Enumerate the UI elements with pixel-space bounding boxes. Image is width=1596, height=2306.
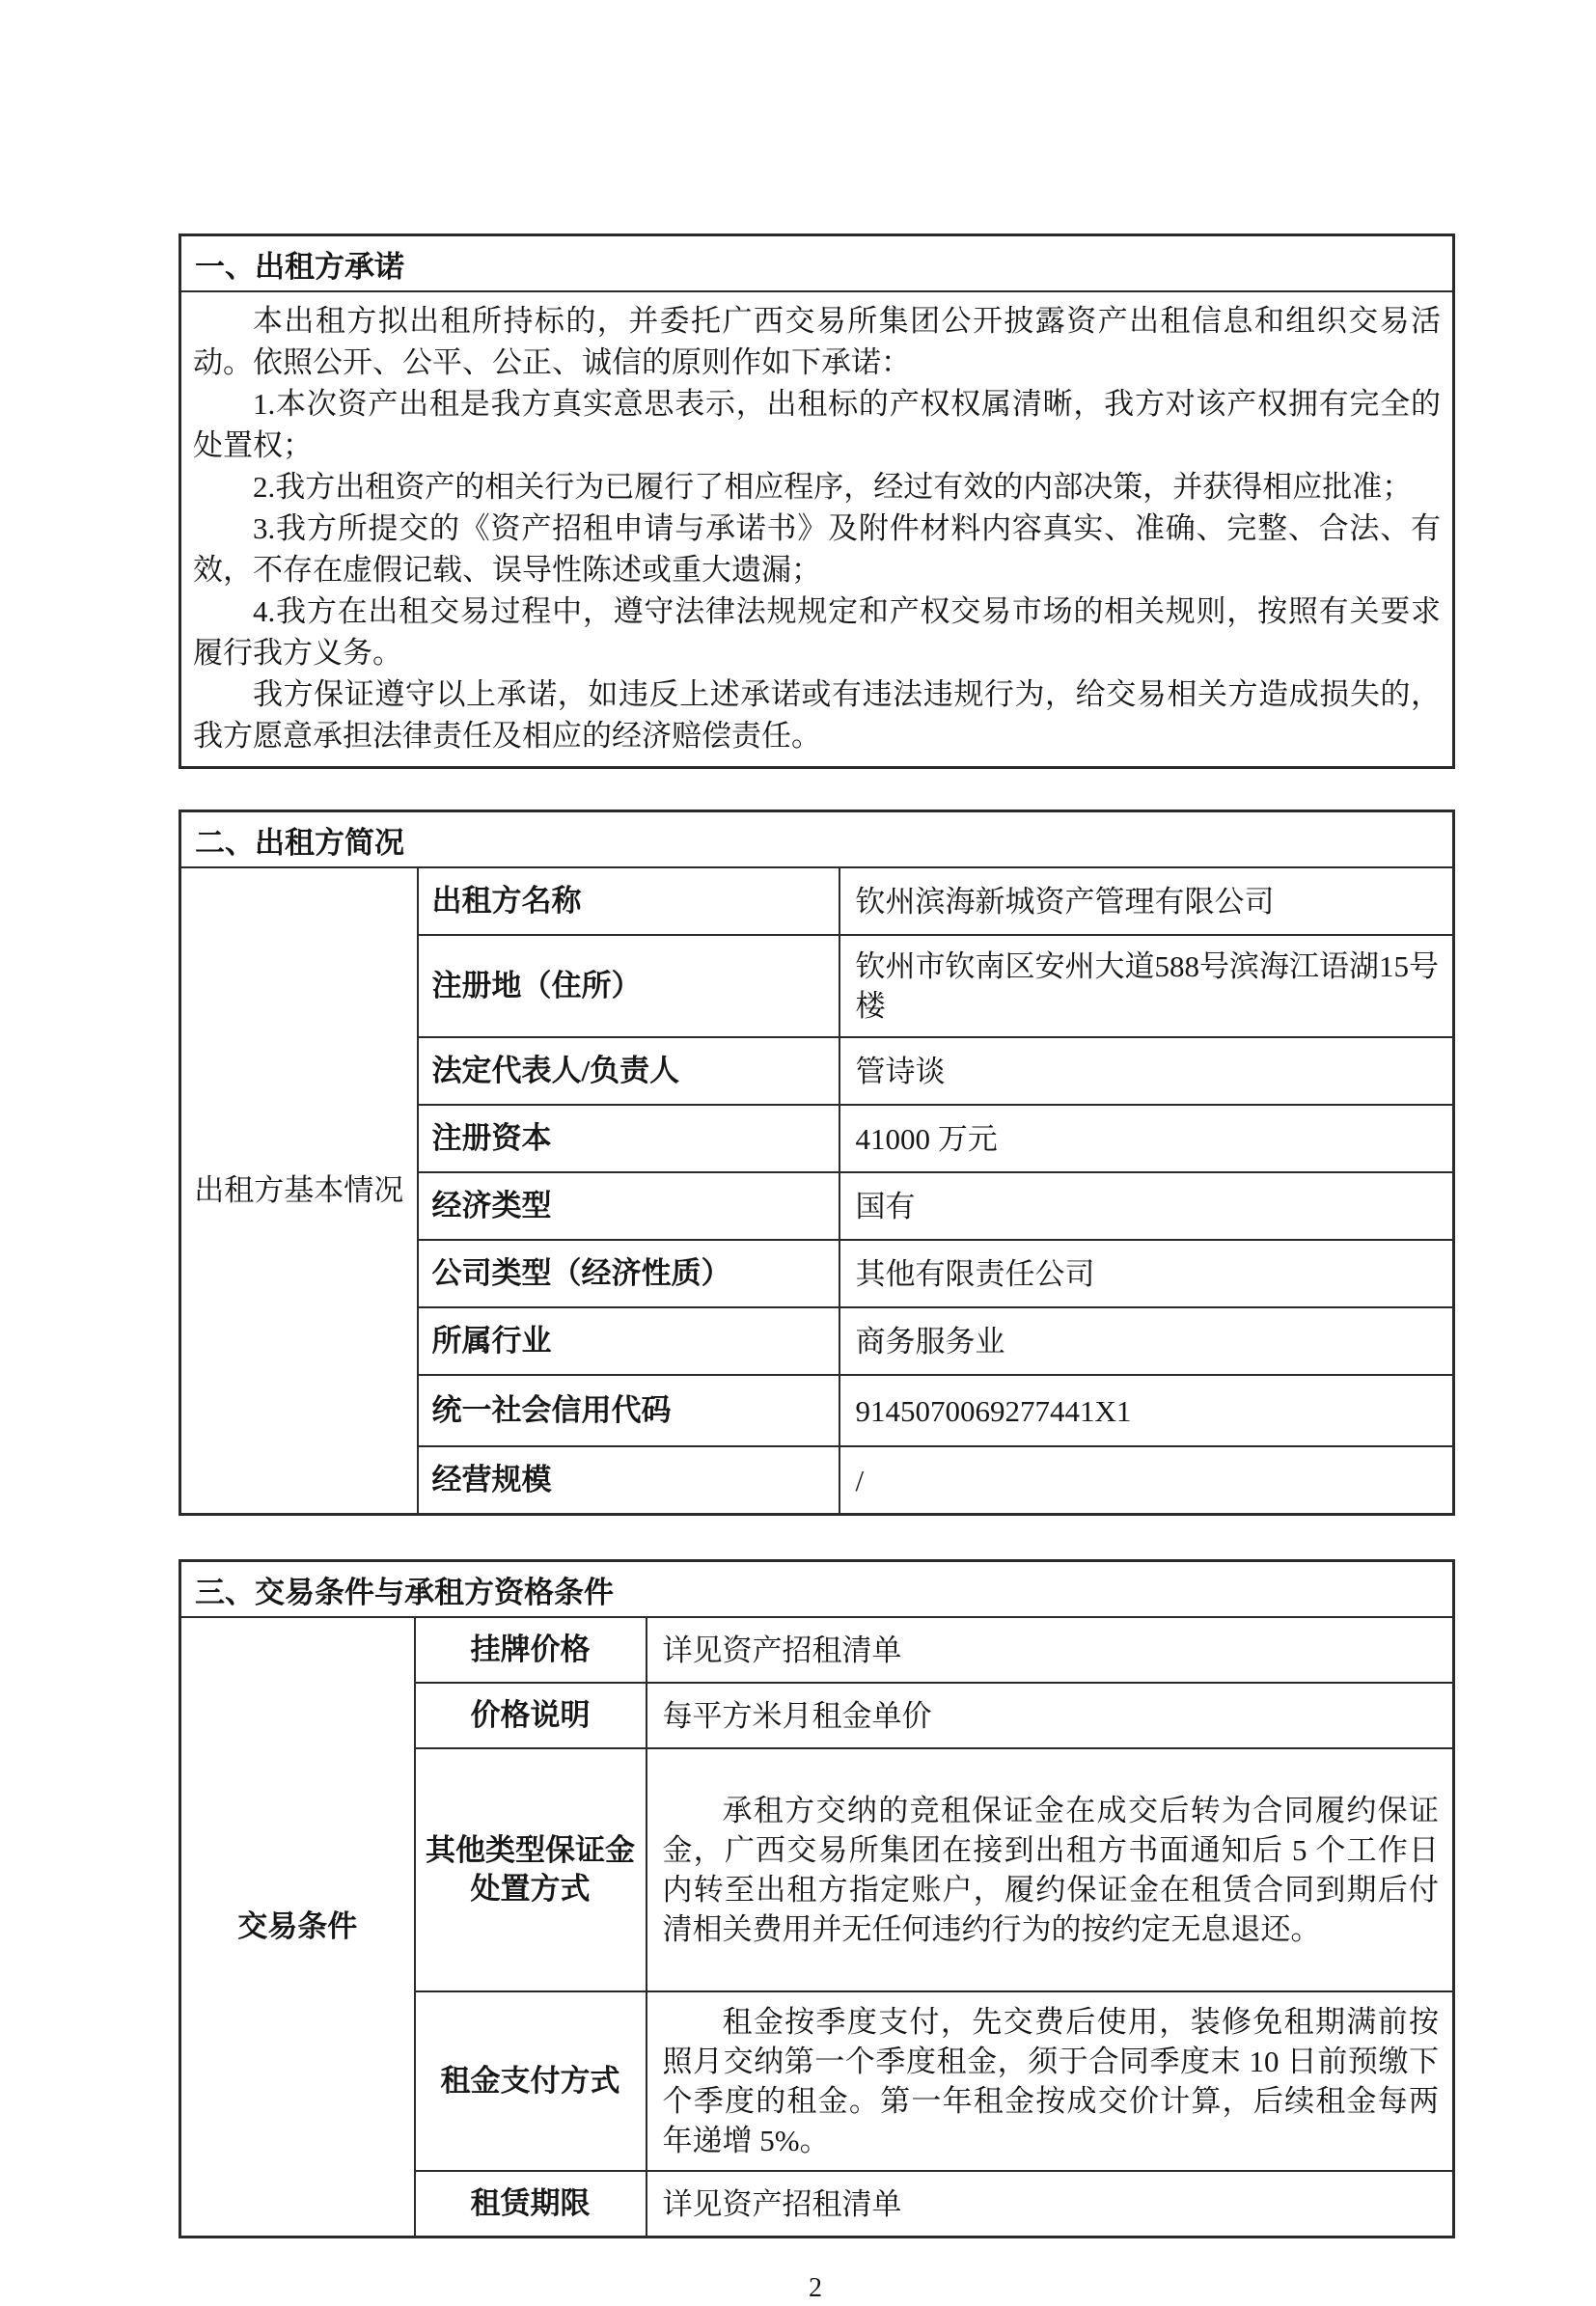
row-value: 详见资产招租清单: [647, 2171, 1454, 2237]
row-label: 法定代表人/负责人: [418, 1037, 839, 1105]
section-gap: [179, 769, 1452, 810]
row-label: 其他类型保证金处置方式: [415, 1748, 647, 1991]
row-value: 国有: [839, 1172, 1454, 1240]
section-title-row: [180, 811, 1454, 868]
transaction-conditions-group-cell: 交易条件: [180, 1617, 415, 2237]
row-value: 商务服务业: [839, 1307, 1454, 1375]
row-label: 价格说明: [415, 1683, 647, 1748]
commitment-paragraph: 我方保证遵守以上承诺，如违反上述承诺或有违法违规行为，给交易相关方造成损失的，我方愿意承担法律责任及相应的经济赔偿责任。: [193, 677, 1441, 753]
row-value: 承租方交纳的竞租保证金在成交后转为合同履约保证金，广西交易所集团在接到出租方书面通知后 5 个工作日内转至出租方指定账户，履约保证金在租赁合同到期后付清相关费用并无任何违约行为的按约定无息退还。: [647, 1748, 1454, 1991]
row-label: 所属行业: [418, 1307, 839, 1375]
row-value: 41000 万元: [839, 1105, 1454, 1172]
commitment-paragraph: 1.本次资产出租是我方真实意思表示，出租标的产权权属清晰，我方对该产权拥有完全的处置权；: [193, 387, 1441, 462]
row-label: 经济类型: [418, 1172, 839, 1240]
row-label: 租赁期限: [415, 2171, 647, 2237]
table-row: [180, 1617, 1454, 1683]
row-label: 统一社会信用代码: [418, 1375, 839, 1446]
table-row: [180, 867, 1454, 935]
lessor-basic-info-group-cell: 出租方基本情况: [180, 867, 418, 1515]
row-value: 每平方米月租金单价: [647, 1683, 1454, 1748]
section-title-row: [180, 235, 1454, 292]
row-label: 租金支付方式: [415, 1991, 647, 2171]
commitment-paragraph: 4.我方在出租交易过程中，遵守法律法规规定和产权交易市场的相关规则，按照有关要求履行我方义务。: [193, 594, 1441, 670]
row-value: 其他有限责任公司: [839, 1240, 1454, 1307]
commitment-paragraph: 本出租方拟出租所持标的，并委托广西交易所集团公开披露资产出租信息和组织交易活动。依照公开、公平、公正、诚信的原则作如下承诺：: [193, 304, 1441, 379]
transaction-conditions-section: [179, 1559, 1455, 2238]
row-value: 租金按季度支付，先交费后使用，装修免租期满前按照月交纳第一个季度租金，须于合同季度末 10 日前预缴下个季度的租金。第一年租金按成交价计算，后续租金每两年递增 5%。: [647, 1991, 1454, 2171]
section-body-row: [180, 291, 1454, 768]
row-value: 管诗谈: [839, 1037, 1454, 1105]
row-label: 公司类型（经济性质）: [418, 1240, 839, 1307]
row-label: 注册地（住所）: [418, 935, 839, 1037]
commitment-paragraph: 3.我方所提交的《资产招租申请与承诺书》及附件材料内容真实、准确、完整、合法、有效，不存在虚假记载、误导性陈述或重大遗漏；: [193, 511, 1441, 587]
row-label: 出租方名称: [418, 867, 839, 935]
row-value: 9145070069277441X1: [839, 1375, 1454, 1446]
section-title-row: [180, 1561, 1454, 1618]
lessor-commitment-body: [180, 291, 1454, 768]
transaction-conditions-title: 三、交易条件与承租方资格条件: [180, 1561, 1454, 1618]
top-margin-spacer: [179, 0, 1452, 233]
row-label: 经营规模: [418, 1446, 839, 1515]
document-content: [179, 0, 1452, 2306]
page-number: 2: [809, 2273, 822, 2303]
commitment-paragraph: 2.我方出租资产的相关行为已履行了相应程序，经过有效的内部决策，并获得相应批准；: [253, 470, 1413, 504]
row-value: /: [839, 1446, 1454, 1515]
lessor-commitment-title: 一、出租方承诺: [180, 235, 1454, 292]
lessor-commitment-section: [179, 233, 1455, 769]
row-label: 挂牌价格: [415, 1617, 647, 1683]
row-value: 详见资产招租清单: [647, 1617, 1454, 1683]
row-value: 钦州市钦南区安州大道588号滨海江语湖15号楼: [839, 935, 1454, 1037]
lessor-profile-section: [179, 810, 1455, 1516]
row-value: 钦州滨海新城资产管理有限公司: [839, 867, 1454, 935]
row-label: 注册资本: [418, 1105, 839, 1172]
lessor-profile-title: 二、出租方简况: [180, 811, 1454, 868]
section-gap: [179, 1516, 1452, 1559]
